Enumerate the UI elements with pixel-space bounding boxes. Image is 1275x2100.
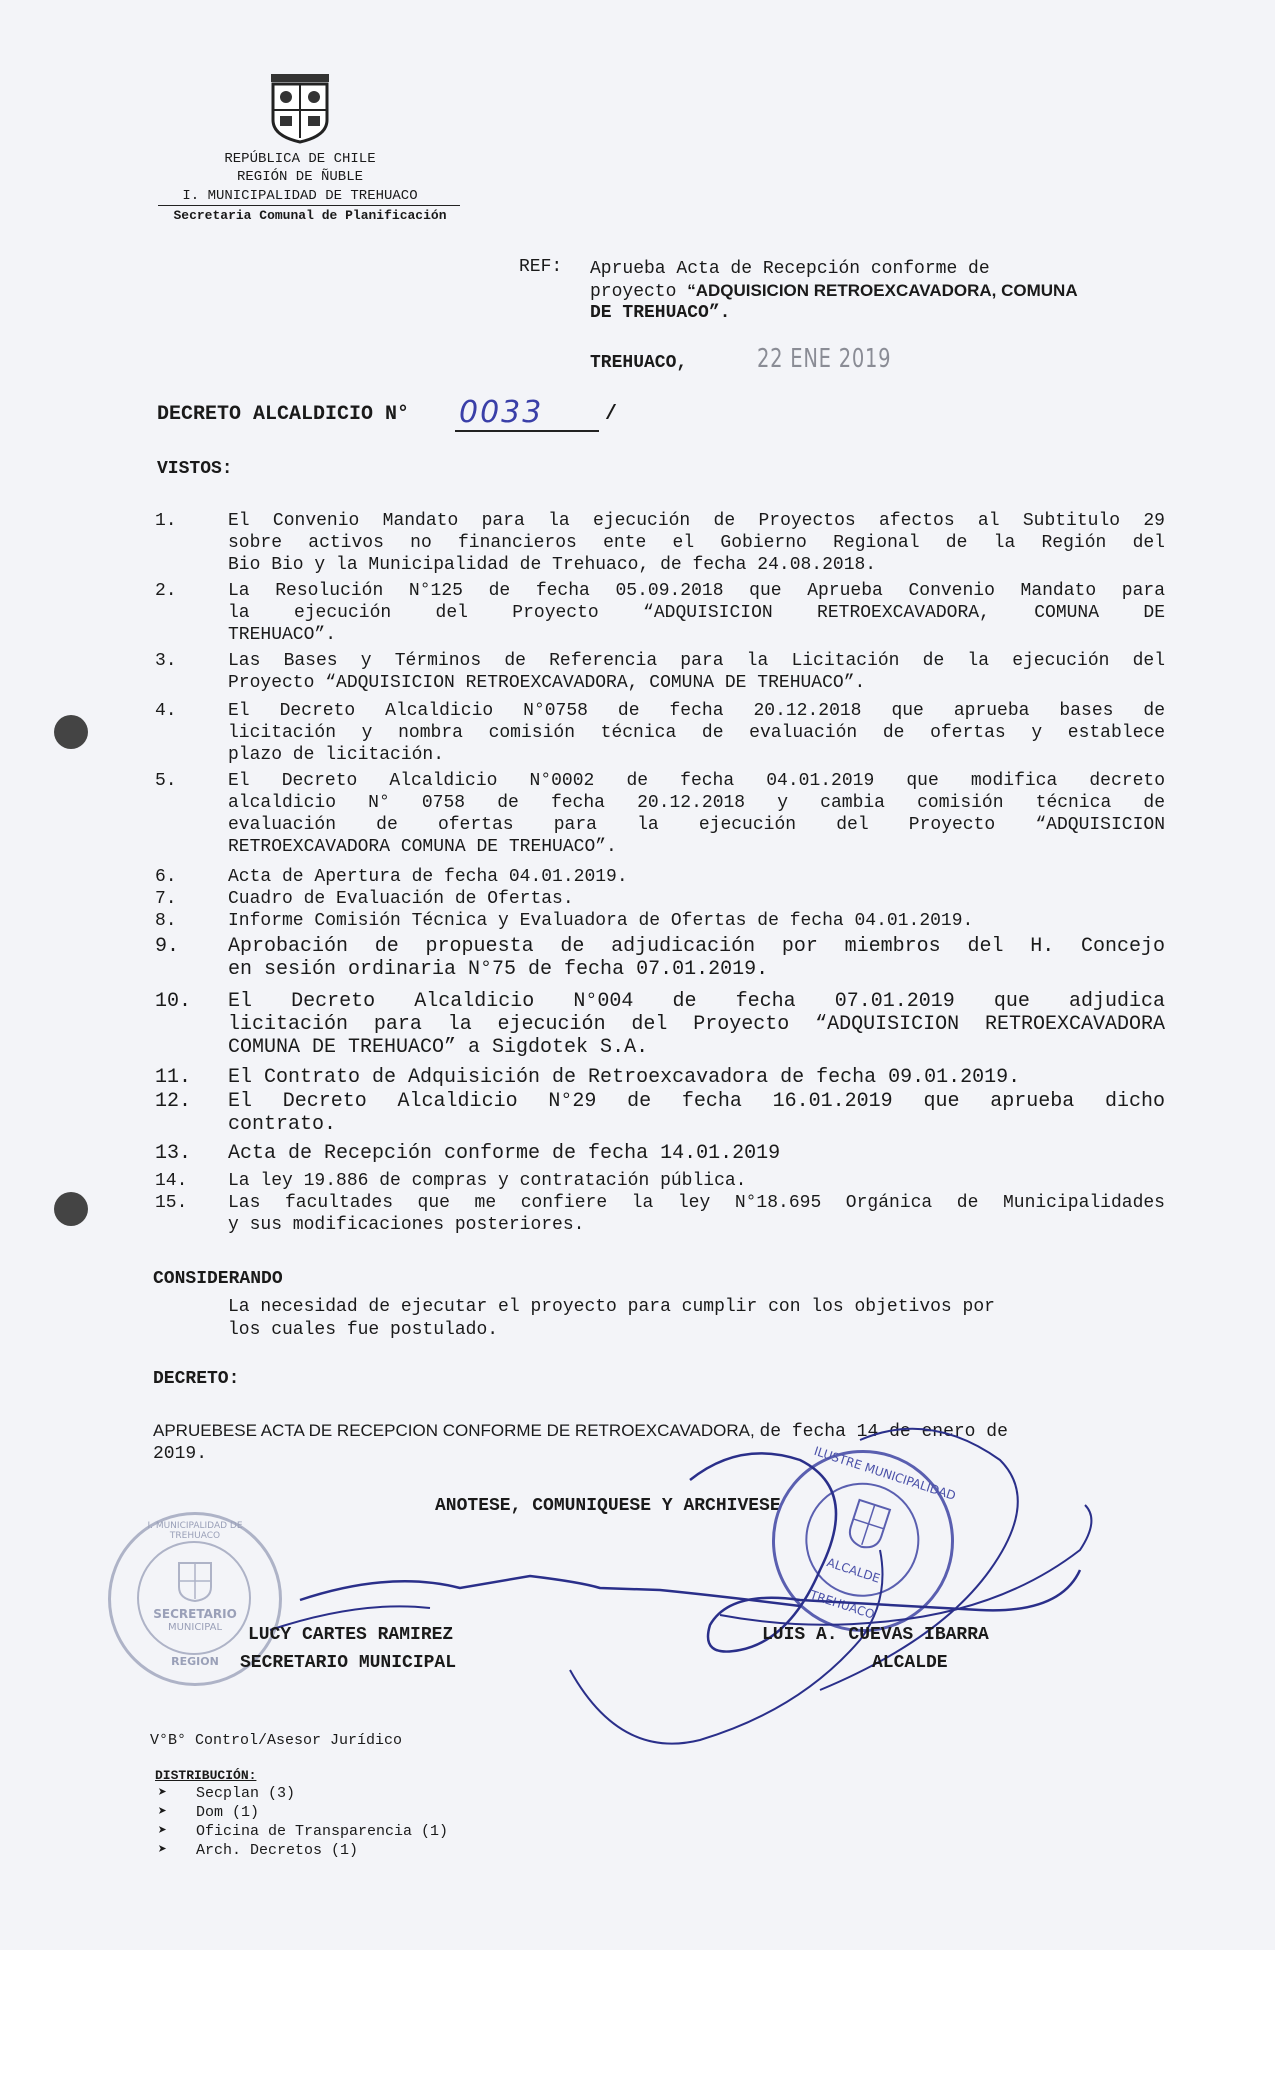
punch-hole-bottom: [54, 1192, 88, 1226]
vistos-item-line: TREHUACO”.: [228, 625, 337, 645]
vistos-item-line: El Contrato de Adquisición de Retroexcavadora de fecha 09.01.2019.: [228, 1066, 1021, 1089]
considerando-title: CONSIDERANDO: [153, 1269, 283, 1289]
vistos-item-number: 11.: [155, 1066, 192, 1089]
right-signatory-name: LUIS A. CUEVAS IBARRA: [762, 1625, 989, 1645]
date-stamp: 22 ENE 2019: [757, 344, 892, 374]
place-label: TREHUACO,: [590, 353, 688, 373]
vistos-item-number: 10.: [155, 990, 192, 1013]
secretary-stamp-center-2: MUNICIPAL: [167, 1622, 223, 1633]
secretary-stamp-bottom: REGION: [171, 1655, 219, 1668]
mayor-stamp-center: ALCALDE: [825, 1555, 882, 1586]
punch-hole-top: [54, 715, 88, 749]
vistos-item-line: El Decreto Alcaldicio N°29 de fecha 16.01.2019 que aprueba dicho: [228, 1090, 1165, 1113]
distribution-bullet-icon: ➤: [158, 1823, 168, 1840]
vistos-item-line: El Decreto Alcaldicio N°0758 de fecha 20.12.2018 que aprueba bases de: [228, 701, 1165, 721]
vistos-item-line: licitación para la ejecución del Proyecto “ADQUISICION RETROEXCAVADORA: [228, 1013, 1165, 1036]
decree-slash: /: [605, 403, 618, 426]
vistos-item-line: La ley 19.886 de compras y contratación pública.: [228, 1171, 747, 1191]
vistos-item-line: Acta de Apertura de fecha 04.01.2019.: [228, 867, 628, 887]
ref-line-2-prefix: proyecto: [590, 282, 688, 302]
distribution-bullet-icon: ➤: [158, 1785, 168, 1802]
vistos-item-number: 14.: [155, 1171, 188, 1191]
vistos-item-number: 2.: [155, 581, 177, 601]
vistos-item-number: 6.: [155, 867, 177, 887]
vistos-item-line: Las Bases y Términos de Referencia para la Licitación de la ejecución del: [228, 651, 1165, 671]
left-signatory-name: LUCY CARTES RAMIREZ: [248, 1625, 454, 1645]
vistos-item-number: 8.: [155, 911, 177, 931]
right-signatory-title: ALCALDE: [872, 1653, 948, 1673]
vistos-item-line: licitación y nombra comisión técnica de evaluación de ofertas y establece: [228, 723, 1165, 743]
secretary-stamp-center-1: SECRETARIO: [153, 1607, 237, 1621]
distribution-item: Secplan (3): [196, 1785, 296, 1802]
distribution-item: Dom (1): [196, 1804, 260, 1821]
ref-line-3: DE TREHUACO”.: [590, 303, 731, 323]
header-region: REGIÓN DE ÑUBLE: [236, 169, 364, 185]
vistos-item-line: evaluación de ofertas para la ejecución del Proyecto “ADQUISICION: [228, 815, 1165, 835]
vistos-item-line: Aprobación de propuesta de adjudicación por miembros del H. Concejo: [228, 935, 1165, 958]
vistos-item-number: 13.: [155, 1142, 192, 1165]
ref-label: REF:: [519, 257, 563, 277]
ref-line-1: Aprueba Acta de Recepción conforme de: [590, 259, 990, 279]
vistos-item-number: 5.: [155, 771, 177, 791]
coat-of-arms-icon: [265, 72, 335, 144]
closing-line: ANOTESE, COMUNIQUESE Y ARCHIVESE: [435, 1496, 781, 1516]
vistos-item-line: contrato.: [228, 1113, 337, 1136]
vistos-item-line: El Convenio Mandato para la ejecución de Proyectos afectos al Subtitulo 29: [228, 511, 1165, 531]
mayor-stamp-bottom: TREHUACO: [808, 1587, 877, 1622]
mayor-stamp-top: ILUSTRE MUNICIPALIDAD: [812, 1443, 958, 1504]
vistos-item-line: Cuadro de Evaluación de Ofertas.: [228, 889, 574, 909]
vistos-item-line: El Decreto Alcaldicio N°004 de fecha 07.01.2019 que adjudica: [228, 990, 1165, 1013]
vistos-item-number: 3.: [155, 651, 177, 671]
vistos-item-line: RETROEXCAVADORA COMUNA DE TREHUACO”.: [228, 837, 617, 857]
decreto-line-1-suffix: de fecha 14 de enero de: [759, 1422, 1008, 1442]
vistos-item-line: Proyecto “ADQUISICION RETROEXCAVADORA, COMUNA DE TREHUACO”.: [228, 673, 866, 693]
ref-line-2: [590, 280, 1167, 303]
ref-line-2-bold: “ADQUISICION RETROEXCAVADORA, COMUNA: [687, 281, 1078, 300]
distribution-bullet-icon: ➤: [158, 1804, 168, 1821]
vistos-title: VISTOS:: [157, 459, 233, 479]
vistos-item-number: 1.: [155, 511, 177, 531]
vistos-item-number: 4.: [155, 701, 177, 721]
vistos-item-line: Acta de Recepción conforme de fecha 14.01.2019: [228, 1142, 781, 1165]
decreto-line-1-prefix: APRUEBESE ACTA DE RECEPCION CONFORME DE RETROEXCAVADORA,: [153, 1421, 760, 1440]
vistos-item-line: sobre activos no financieros ente el Gobierno Regional de la Región del: [228, 533, 1165, 553]
vistos-item-line: alcaldicio N° 0758 de fecha 20.12.2018 y cambia comisión técnica de: [228, 793, 1165, 813]
vistos-item-number: 7.: [155, 889, 177, 909]
vistos-item-line: la ejecución del Proyecto “ADQUISICION RETROEXCAVADORA, COMUNA DE: [228, 603, 1165, 623]
vistos-item-number: 9.: [155, 935, 180, 958]
distribution-title: DISTRIBUCIÓN:: [155, 1768, 257, 1783]
vistos-item-line: La Resolución N°125 de fecha 05.09.2018 que Aprueba Convenio Mandato para: [228, 581, 1165, 601]
vistos-item-number: 15.: [155, 1193, 188, 1213]
decreto-title: DECRETO:: [153, 1369, 240, 1389]
vistos-item-line: Las facultades que me confiere la ley N°18.695 Orgánica de Municipalidades: [228, 1193, 1165, 1213]
vistos-item-line: El Decreto Alcaldicio N°0002 de fecha 04.01.2019 que modifica decreto: [228, 771, 1165, 791]
header-municipality: I. MUNICIPALIDAD DE TREHUACO: [182, 188, 418, 204]
vistos-item-line: y sus modificaciones posteriores.: [228, 1215, 585, 1235]
distribution-bullet-icon: ➤: [158, 1842, 168, 1859]
decreto-line-2: 2019.: [153, 1444, 208, 1464]
considerando-line-1: La necesidad de ejecutar el proyecto para cumplir con los objetivos por: [228, 1297, 995, 1317]
header-rule: [158, 205, 460, 206]
left-signatory-title: SECRETARIO MUNICIPAL: [240, 1653, 457, 1673]
vistos-item-line: Informe Comisión Técnica y Evaluadora de Ofertas de fecha 04.01.2019.: [228, 911, 974, 931]
vistos-item-line: plazo de licitación.: [228, 745, 445, 765]
decree-number: 0033: [455, 395, 599, 432]
vistos-item-line: COMUNA DE TREHUACO” a Sigdotek S.A.: [228, 1036, 649, 1059]
vistos-item-line: Bio Bio y la Municipalidad de Trehuaco, de fecha 24.08.2018.: [228, 555, 877, 575]
vb-line: V°B° Control/Asesor Jurídico: [150, 1732, 403, 1749]
header-country: REPÚBLICA DE CHILE: [224, 151, 376, 167]
considerando-line-2: los cuales fue postulado.: [228, 1320, 499, 1340]
secretary-stamp-top: I. MUNICIPALIDAD DE TREHUACO: [147, 1521, 243, 1541]
decree-label: DECRETO ALCALDICIO N°: [157, 403, 410, 426]
header-department: Secretaria Comunal de Planificación: [173, 208, 447, 223]
distribution-item: Oficina de Transparencia (1): [196, 1823, 449, 1840]
distribution-item: Arch. Decretos (1): [196, 1842, 359, 1859]
vistos-item-line: en sesión ordinaria N°75 de fecha 07.01.2019.: [228, 958, 769, 981]
vistos-item-number: 12.: [155, 1090, 192, 1113]
